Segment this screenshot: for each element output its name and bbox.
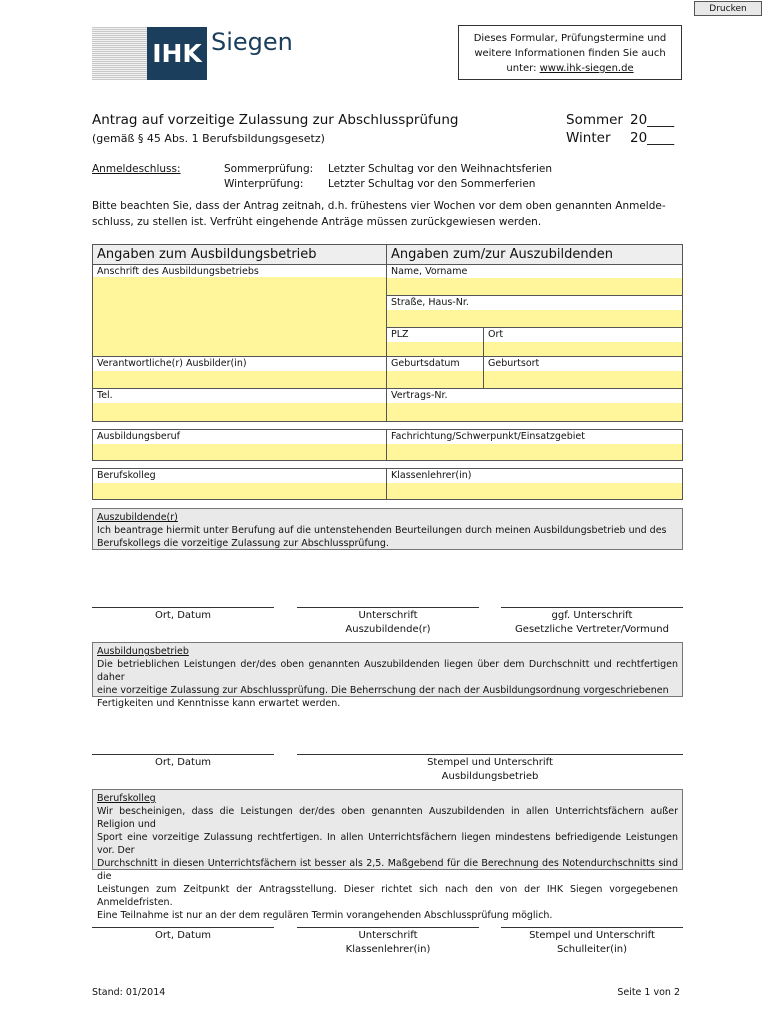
logo-ihk-text: IHK — [147, 27, 207, 80]
summer-term-label: Sommer — [566, 112, 623, 128]
guardian-sign-line-1: ggf. Unterschrift — [551, 610, 633, 621]
company-phone-field[interactable] — [93, 403, 386, 421]
company-statement-line-2: eine vorzeitige Zulassung zur Abschlussprüfung. Die Beherrschung der nach der Ausbildungsordnung vorgeschriebenen — [97, 685, 669, 696]
signature-line-place-date-3[interactable] — [92, 927, 274, 928]
principal-sign-line-2: Schulleiter(in) — [556, 944, 628, 955]
trainee-birthdate-field[interactable] — [387, 371, 483, 388]
trainee-birthplace-field[interactable] — [484, 371, 682, 388]
contract-number-field[interactable] — [387, 403, 682, 421]
winter-year-field[interactable]: 20____ — [630, 130, 675, 146]
apprentice-sign-line-1: Unterschrift — [358, 610, 418, 621]
trainee-city-field[interactable] — [484, 342, 682, 356]
signature-line-principal[interactable] — [501, 927, 683, 928]
form-table-main — [92, 244, 683, 422]
page-title: Antrag auf vorzeitige Zulassung zur Abschlussprüfung — [92, 112, 459, 128]
apprentice-statement-heading: Auszubildende(r) — [97, 512, 178, 523]
apprentice-signature-label — [297, 609, 479, 637]
place-date-label-3: Ort, Datum — [154, 930, 212, 941]
trainer-field[interactable] — [93, 371, 386, 388]
signature-line-teacher[interactable] — [297, 927, 479, 928]
school-statement-line-4: Leistungen zum Zeitpunkt der Antragsstellung. Dieser richtet sich nach den von der IHK Siegen vorgegebenen Anmeldefristen. — [97, 884, 678, 908]
company-phone-label: Tel. — [93, 389, 386, 403]
school-statement-line-2: Sport eine vorzeitige Zulassung rechtfertigen. In allen Unterrichtsfächern liegen mindestens befriedigende Leistungen vor. Der — [97, 832, 678, 856]
trainee-birthdate-label: Geburtsdatum — [387, 357, 483, 371]
profession-field[interactable] — [93, 444, 386, 460]
place-date-label-2: Ort, Datum — [154, 757, 212, 768]
signature-line-company-stamp[interactable] — [297, 754, 683, 755]
deadline-label: Anmeldeschluss: — [92, 163, 181, 175]
teacher-sign-line-1: Unterschrift — [358, 930, 418, 941]
principal-sign-line-1: Stempel und Unterschrift — [529, 930, 655, 941]
company-statement-heading: Ausbildungsbetrieb — [97, 646, 189, 657]
school-statement-line-1: Wir bescheinigen, dass die Leistungen der/des oben genannten Auszubildenden in allen Unterrichtsfächern außer Religion und — [97, 806, 678, 830]
school-label: Berufskolleg — [93, 469, 386, 483]
company-address-field[interactable] — [93, 277, 386, 356]
apprentice-sign-line-2: Auszubildende(r) — [345, 624, 431, 635]
summer-deadline-text: Letzter Schultag vor den Weihnachtsferien — [328, 163, 553, 175]
info-prefix: unter: — [506, 63, 540, 74]
apprentice-statement-line-2: Berufskollegs die vorzeitige Zulassung zur Abschlussprüfung. — [97, 538, 389, 549]
apprentice-statement-box — [92, 508, 683, 550]
print-button[interactable]: Drucken — [694, 1, 762, 16]
apprentice-statement-line-1: Ich beantrage hiermit unter Berufung auf die untenstehenden Beurteilungen durch meinen Ausbildungsbetrieb und des — [97, 525, 667, 536]
teacher-sign-line-2: Klassenlehrer(in) — [345, 944, 431, 955]
contract-number-label: Vertrags-Nr. — [387, 389, 682, 403]
school-statement-box — [92, 789, 683, 921]
info-line-1: Dieses Formular, Prüfungstermine und — [473, 33, 667, 44]
summer-year-field[interactable]: 20____ — [630, 112, 675, 128]
company-stamp-line-1: Stempel und Unterschrift — [427, 757, 553, 768]
company-statement-box — [92, 642, 683, 709]
trainee-name-label: Name, Vorname — [387, 265, 682, 278]
info-line-2: weitere Informationen finden Sie auch — [474, 48, 666, 59]
principal-signature-label — [501, 929, 683, 957]
info-line-3 — [459, 61, 681, 76]
school-statement-line-5: Eine Teilnahme ist nur an der dem regulären Termin vorangehenden Abschlussprüfung möglich. — [97, 910, 553, 921]
company-stamp-line-2: Ausbildungsbetrieb — [441, 771, 539, 782]
company-section-header: Angaben zum Ausbildungsbetrieb — [93, 245, 386, 264]
trainee-section-header: Angaben zum/zur Auszubildenden — [387, 245, 682, 264]
ihk-logo — [92, 27, 207, 80]
signature-line-guardian[interactable] — [501, 607, 683, 608]
specialization-label: Fachrichtung/Schwerpunkt/Einsatzgebiet — [387, 430, 682, 444]
page-subtitle: (gemäß § 45 Abs. 1 Berufsbildungsgesetz) — [92, 132, 325, 145]
profession-label: Ausbildungsberuf — [93, 430, 386, 444]
logo-city-text: Siegen — [211, 28, 293, 56]
signature-line-place-date-1[interactable] — [92, 607, 274, 608]
winter-deadline-text: Letzter Schultag vor den Sommerferien — [328, 178, 536, 190]
form-version: Stand: 01/2014 — [92, 987, 166, 998]
ihk-website-link[interactable]: www.ihk-siegen.de — [539, 63, 634, 74]
signature-line-place-date-2[interactable] — [92, 754, 274, 755]
trainee-street-field[interactable] — [387, 310, 682, 327]
school-table — [92, 468, 683, 500]
page-number: Seite 1 von 2 — [617, 987, 680, 998]
winter-term-label: Winter — [566, 130, 611, 146]
trainee-zip-field[interactable] — [387, 342, 483, 356]
notice-line-2: schluss, zu stellen ist. Verfrüht eingehende Anträge müssen zurückgewiesen werden. — [92, 216, 542, 228]
summer-exam-label: Sommerprüfung: — [224, 163, 314, 175]
specialization-field[interactable] — [387, 444, 682, 460]
company-stamp-label — [297, 756, 683, 784]
company-address-label: Anschrift des Ausbildungsbetriebs — [93, 265, 386, 277]
trainee-birthplace-label: Geburtsort — [484, 357, 682, 371]
notice-line-1: Bitte beachten Sie, dass der Antrag zeitnah, d.h. frühestens vier Wochen vor dem oben genannten Anmelde- — [92, 200, 666, 212]
teacher-label: Klassenlehrer(in) — [387, 469, 682, 483]
trainee-street-label: Straße, Haus-Nr. — [387, 296, 682, 310]
signature-line-apprentice[interactable] — [297, 607, 479, 608]
winter-exam-label: Winterprüfung: — [224, 178, 304, 190]
guardian-signature-label — [486, 609, 698, 637]
occupation-table — [92, 429, 683, 461]
teacher-field[interactable] — [387, 483, 682, 499]
company-statement-line-3: Fertigkeiten und Kenntnisse kann erwartet werden. — [97, 698, 341, 709]
info-box — [458, 25, 682, 80]
teacher-signature-label — [297, 929, 479, 957]
company-statement-line-1: Die betrieblichen Leistungen der/des oben genannten Auszubildenden liegen über dem Durchschnitt und rechtfertigen daher — [97, 659, 678, 683]
trainee-city-label: Ort — [484, 328, 682, 342]
place-date-label-1: Ort, Datum — [154, 610, 212, 621]
trainee-zip-label: PLZ — [387, 328, 483, 342]
school-field[interactable] — [93, 483, 386, 499]
school-statement-heading: Berufskolleg — [97, 793, 156, 804]
guardian-sign-line-2: Gesetzliche Vertreter/Vormund — [515, 624, 669, 635]
trainer-label: Verantwortliche(r) Ausbilder(in) — [93, 357, 386, 371]
trainee-name-field[interactable] — [387, 278, 682, 295]
school-statement-line-3: Durchschnitt in diesen Unterrichtsfächern ist besser als 2,5. Maßgebend für die Berechnung des Notendurchschnitts sind die — [97, 858, 678, 882]
